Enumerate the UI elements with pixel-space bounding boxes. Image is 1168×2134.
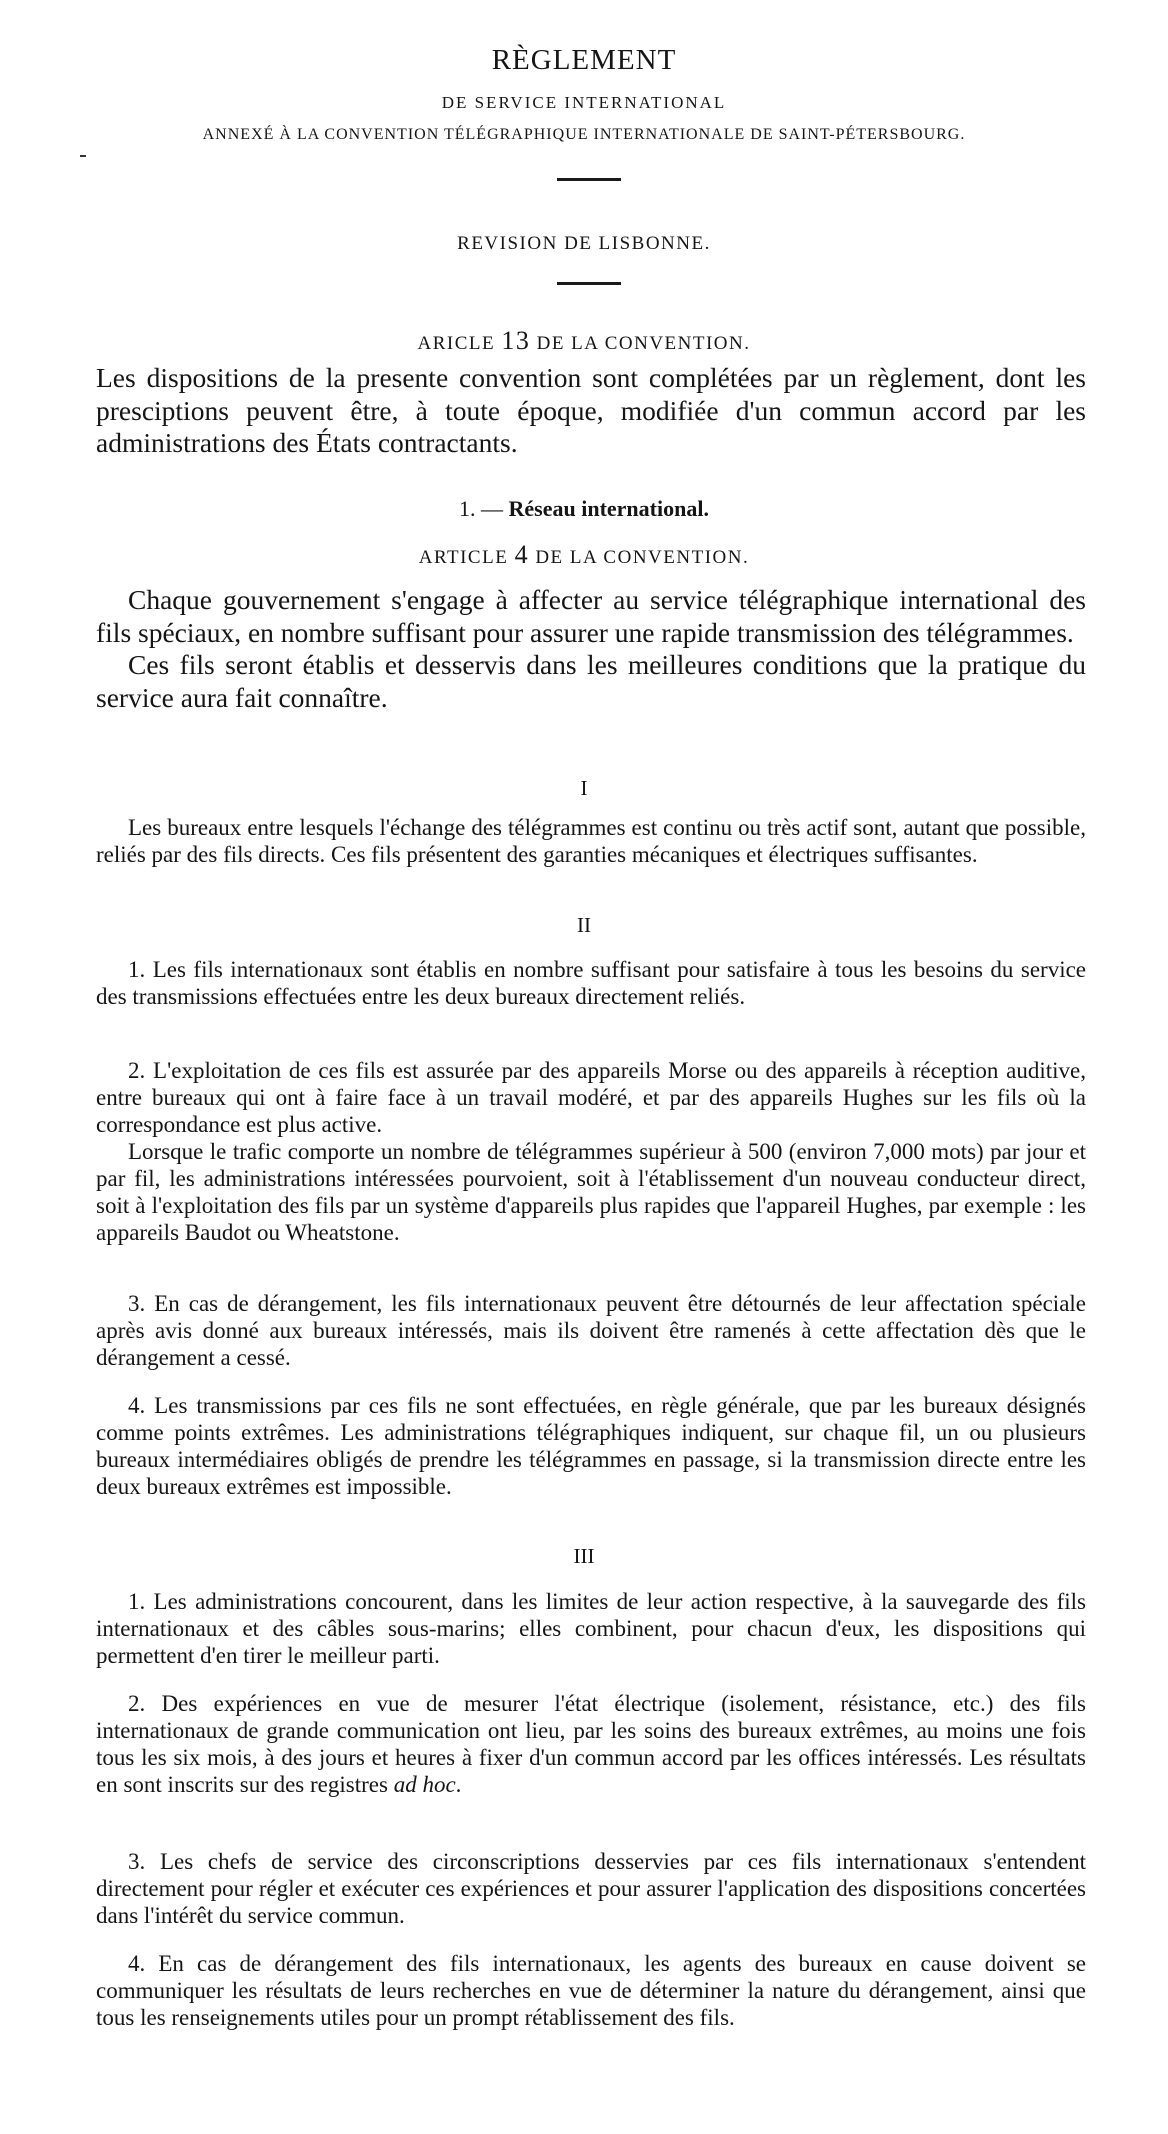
part-II-item-2: 2. L'exploitation de ces fils est assurée par des appareils Morse ou des appareils à réception auditive, entre bureaux qui ont à faire face à un travail modéré, et par des appareils Hughes sur les fils où la correspondance est plus active. Lorsque le trafic comporte un nombre de télégrammes supérieur à 500 (environ 7,000 mots) par jour et par fil, les administrations intéressées pourvoient, soit à l'établissement d'un nouveau conducteur direct, soit à l'exploitation des fils par un système d'appareils plus rapides que l'appareil Hughes, par exemple : les appareils Baudot ou Wheatstone. bbox=[96, 1058, 1086, 1245]
document-subtitle: DE SERVICE INTERNATIONAL bbox=[441, 93, 727, 112]
margin-mark bbox=[80, 155, 86, 157]
revision-heading: REVISION DE LISBONNE. bbox=[457, 233, 711, 254]
part-I-numeral: I bbox=[580, 776, 588, 800]
part-III-item-1: 1. Les administrations concourent, dans les limites de leur action respective, à la sauvegarde des fils internationaux et des câbles sous-marins; elles combinent, pour chacun d'eux, les dispositions qui permettent d'en tirer le meilleur parti. bbox=[96, 1589, 1086, 1668]
part-III-numeral: III bbox=[573, 1544, 595, 1568]
document-annex-line: ANNEXÉ À LA CONVENTION TÉLÉGRAPHIQUE INTERNATIONALE DE SAINT-PÉTERSBOURG. bbox=[202, 126, 966, 143]
title-divider bbox=[557, 178, 621, 181]
article-13-text: Les dispositions de la presente convention sont complétées par un règlement, dont les presciptions peuvent être, à toute époque, modifiée d'un commun accord par les administrations des États contractants. bbox=[96, 362, 1086, 458]
part-II-item-1: 1. Les fils internationaux sont établis en nombre suffisant pour satisfaire à tous les besoins du service des transmissions effectuées entre les deux bureaux directement reliés. bbox=[96, 957, 1086, 1009]
part-III-item-4: 4. En cas de dérangement des fils internationaux, les agents des bureaux en cause doivent se communiquer les résultats de leurs recherches en vue de déterminer la nature du dérangement, ainsi que tous les renseignements utiles pour un prompt rétablissement des fils. bbox=[96, 1951, 1086, 2030]
part-I-text: Les bureaux entre lesquels l'échange des télégrammes est continu ou très actif sont, autant que possible, reliés par des fils directs. Ces fils présentent des garanties mécaniques et électriques suffisantes. bbox=[96, 815, 1086, 867]
article-4-heading: ARTICLE 4 DE LA CONVENTION. bbox=[418, 540, 750, 569]
article-4-text: Chaque gouvernement s'engage à affecter au service télégraphique international des fils spéciaux, en nombre suffisant pour assurer une rapide transmission des télégrammes. Ces fils seront établis et desservis dans les meilleures conditions que la pratique du service aura fait connaître. bbox=[96, 584, 1086, 713]
part-II-item-3: 3. En cas de dérangement, les fils internationaux peuvent être détournés de leur affectation spéciale après avis donné aux bureaux intéressés, mais ils doivent être ramenés à cette affectation dès que le dérangement a cessé. bbox=[96, 1291, 1086, 1370]
part-III-item-2: 2. Des expériences en vue de mesurer l'état électrique (isolement, résistance, etc.) des fils internationaux de grande communication ont lieu, par les soins des bureaux extrêmes, au moins une fois tous les six mois, à des jours et heures à fixer d'un commun accord par les offices intéressés. Les résultats en sont inscrits sur des registres ad hoc. bbox=[96, 1691, 1086, 1797]
part-III-item-3: 3. Les chefs de service des circonscriptions desservies par ces fils internationaux s'entendent directement pour régler et exécuter ces expériences et pour assurer l'application des dispositions concertées dans l'intérêt du service commun. bbox=[96, 1849, 1086, 1928]
section-1-heading: 1. — Réseau international. bbox=[459, 496, 709, 521]
revision-divider bbox=[557, 282, 621, 285]
document-title: RÈGLEMENT bbox=[491, 44, 677, 76]
part-II-item-4: 4. Les transmissions par ces fils ne sont effectuées, en règle générale, que par les bureaux désignés comme points extrêmes. Les administrations télégraphiques indiquent, sur chaque fil, un ou plusieurs bureaux intermédiaires obligés de prendre les télégrammes en passage, si la transmission directe entre les deux bureaux extrêmes est impossible. bbox=[96, 1393, 1086, 1499]
article-13-heading: ARICLE 13 DE LA CONVENTION. bbox=[417, 326, 751, 355]
part-II-numeral: II bbox=[577, 913, 591, 937]
